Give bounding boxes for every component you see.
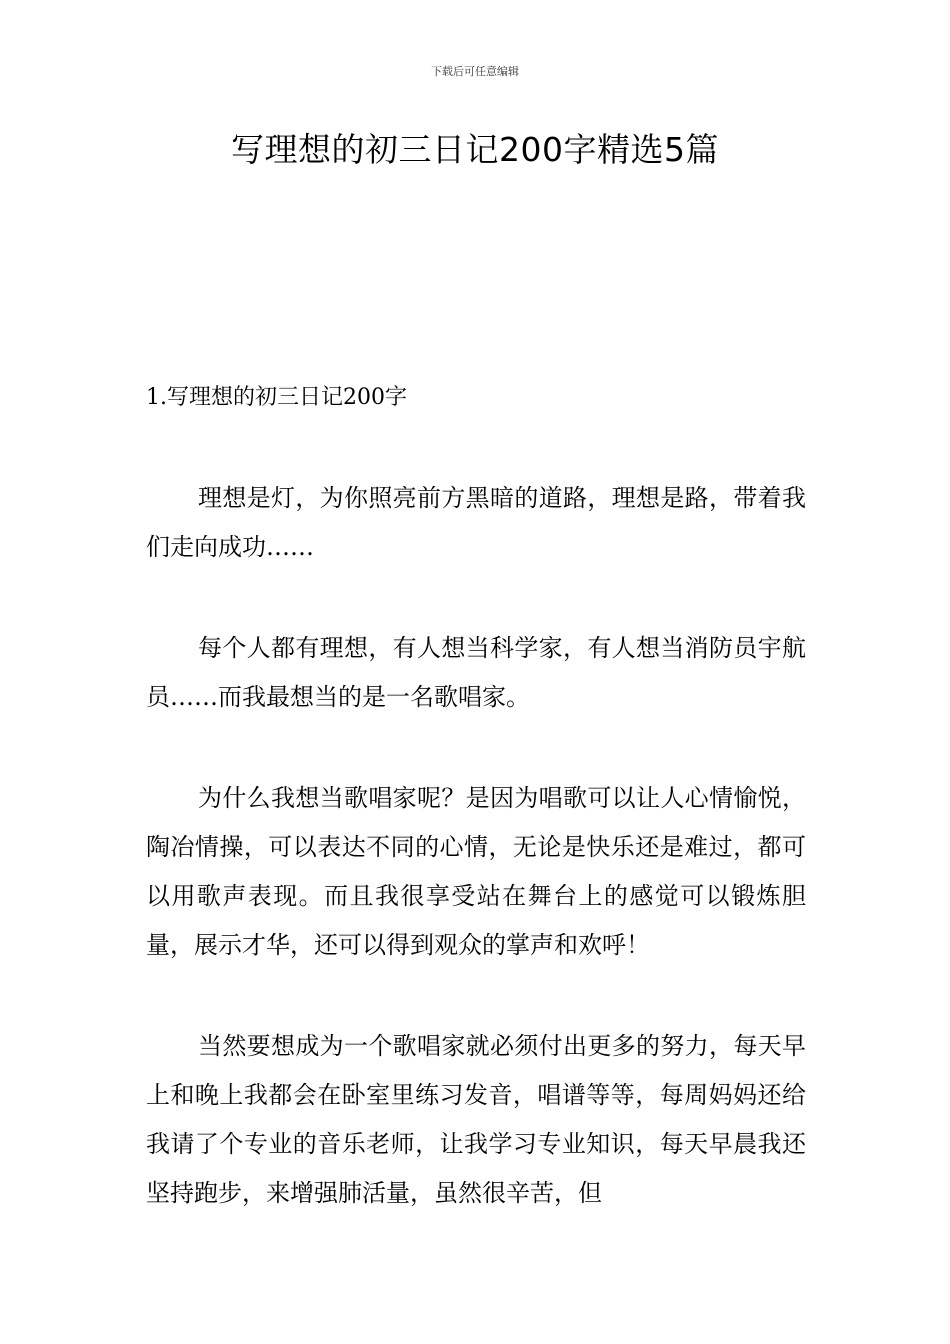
paragraph-1: 理想是灯，为你照亮前方黑暗的道路，理想是路，带着我们走向成功…… [146,484,806,561]
paragraph-2: 每个人都有理想，有人想当科学家，有人想当消防员宇航员……而我最想当的是一名歌唱家。 [146,634,806,711]
paragraph-4: 当然要想成为一个歌唱家就必须付出更多的努力，每天早上和晚上我都会在卧室里练习发音，唱谱等等，每周妈妈还给我请了个专业的音乐老师，让我学习专业知识，每天早晨我还坚持跑步，来增强肺活量，虽然很辛苦，但 [146,1032,806,1207]
header-note: 下载后可任意编辑 [431,65,519,78]
section-heading: 1.写理想的初三日记200字 [146,385,407,410]
document-title: 写理想的初三日记200字精选5篇 [231,130,719,169]
paragraph-3: 为什么我想当歌唱家呢？是因为唱歌可以让人心情愉悦，陶冶情操，可以表达不同的心情，无论是快乐还是难过，都可以用歌声表现。而且我很享受站在舞台上的感觉可以锻炼胆量，展示才华，还可以得到观众的掌声和欢呼！ [146,784,806,959]
